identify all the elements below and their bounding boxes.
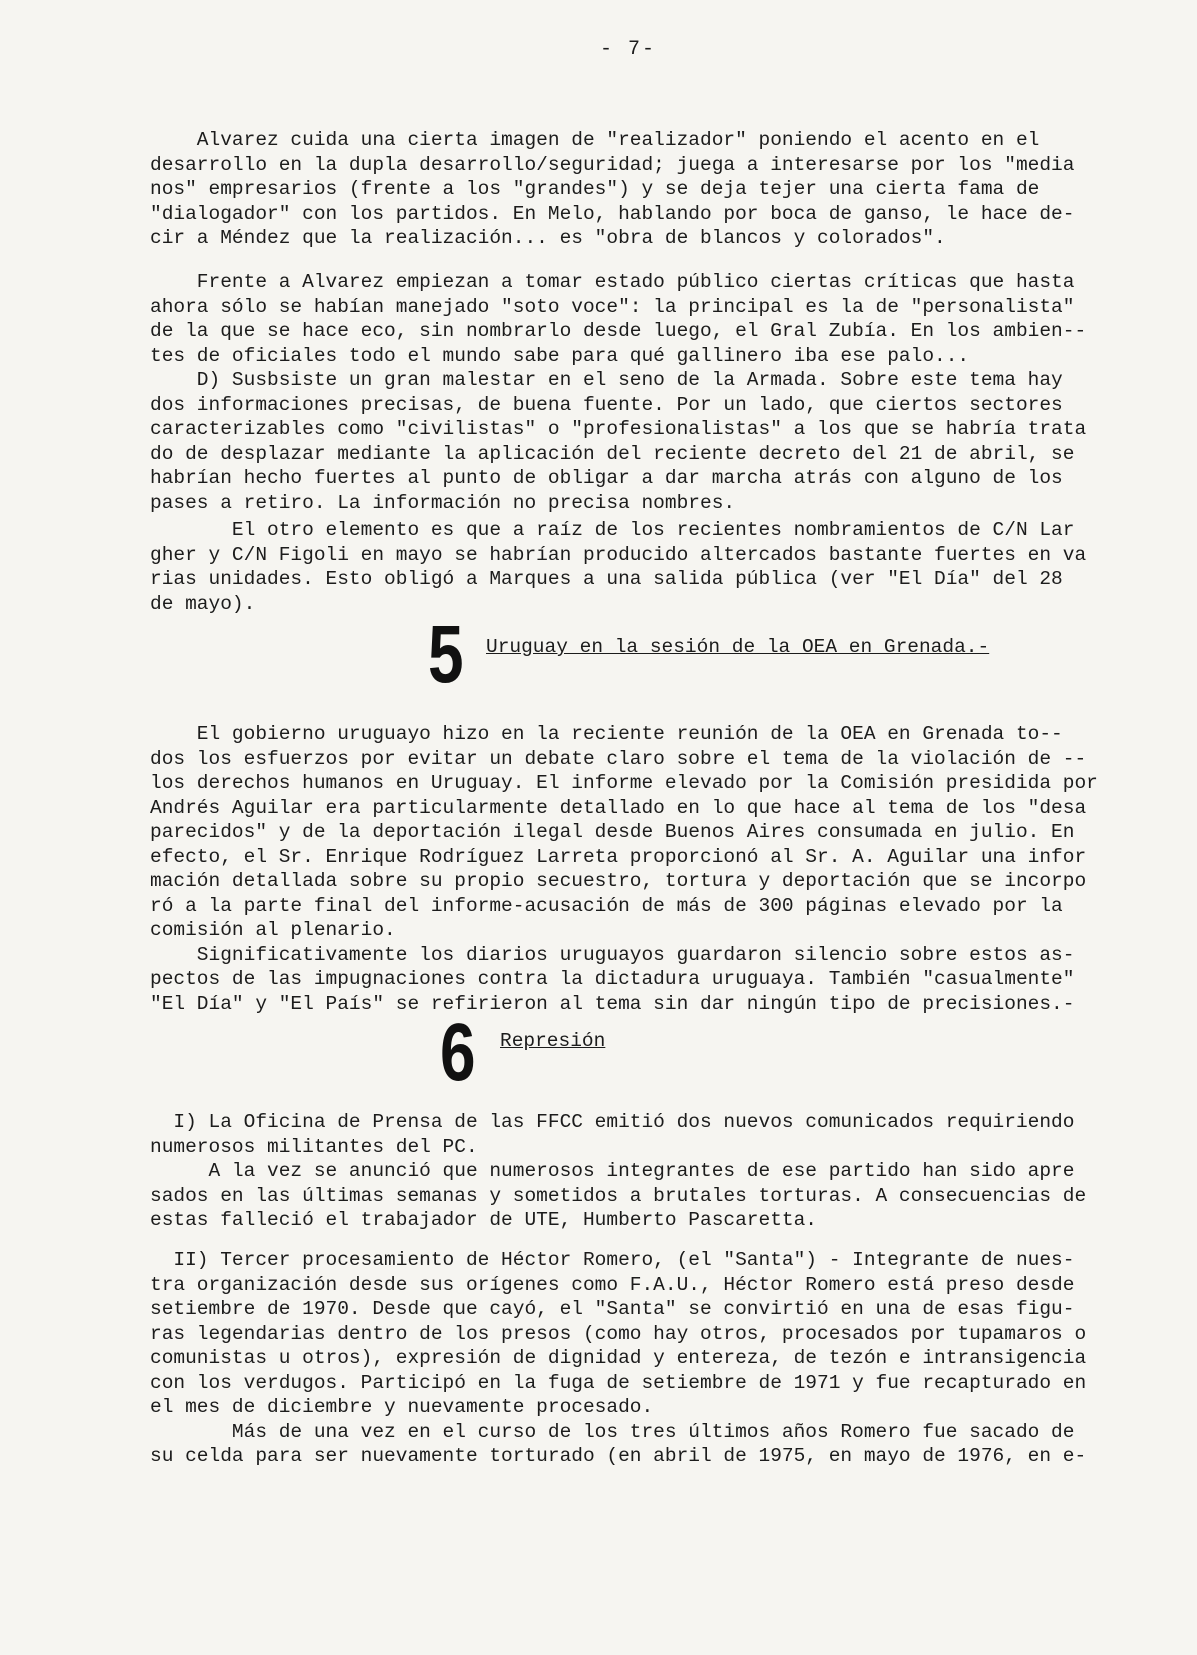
- paragraph-represion-i: [150, 1110, 1140, 1233]
- text-line: comunistas u otros), expresión de dignidad y entereza, de tezón e intransigencia: [150, 1347, 1087, 1369]
- text-line: Alvarez cuida una cierta imagen de "realizador" poniendo el acento en el: [150, 129, 1040, 151]
- text-line: D) Susbsiste un gran malestar en el seno de la Armada. Sobre este tema hay: [150, 369, 1063, 391]
- text-line: tes de oficiales todo el mundo sabe para qué gallinero iba ese palo...: [150, 344, 970, 367]
- text-line: setiembre de 1970. Desde que cayó, el "Santa" se convirtió en una de esas figu-: [150, 1298, 1075, 1320]
- text-line: Más de una vez en el curso de los tres últimos años Romero fue sacado de: [150, 1420, 1075, 1443]
- text-line: Andrés Aguilar era particularmente detallado en lo que hace al tema de los "desa: [150, 796, 1087, 819]
- text-line: estas falleció el trabajador de UTE, Humberto Pascaretta.: [150, 1209, 818, 1231]
- text-line: mación detallada sobre su propio secuestro, tortura y deportación que se incorpo: [150, 870, 1087, 892]
- text-line: cir a Méndez que la realización... es "obra de blancos y colorados".: [150, 227, 946, 249]
- text-line: sados en las últimas semanas y sometidos a brutales torturas. A consecuencias de: [150, 1184, 1087, 1207]
- text-line: ahora sólo se habían manejado "soto voce": la principal es la de "personalista": [150, 295, 1075, 318]
- paragraph-armada: [150, 368, 1140, 515]
- text-line: comisión al plenario.: [150, 919, 396, 941]
- text-line: "dialogador" con los partidos. En Melo, hablando por boca de ganso, le hace de-: [150, 202, 1075, 225]
- text-line: nos" empresarios (frente a los "grandes") y se deja tejer una cierta fama de: [150, 178, 1040, 200]
- text-line: con los verdugos. Participó en la fuga de setiembre de 1971 y fue recapturado en: [150, 1371, 1087, 1394]
- text-line: Frente a Alvarez empiezan a tomar estado público ciertas críticas que hasta: [150, 271, 1075, 293]
- section-title: Represión: [500, 1030, 606, 1052]
- section-number: 6: [440, 1007, 476, 1098]
- text-line: parecidos" y de la deportación ilegal desde Buenos Aires consumada en julio. En: [150, 821, 1075, 843]
- text-line: tra organización desde sus orígenes como F.A.U., Héctor Romero está preso desde: [150, 1273, 1075, 1296]
- text-line: su celda para ser nuevamente torturado (en abril de 1975, en mayo de 1976, en e-: [150, 1445, 1087, 1467]
- text-line: de la que se hace eco, sin nombrarlo desde luego, el Gral Zubía. En los ambien--: [150, 320, 1087, 342]
- text-line: Significativamente los diarios uruguayos guardaron silencio sobre estos as-: [150, 943, 1075, 966]
- text-line: II) Tercer procesamiento de Héctor Romero, (el "Santa") - Integrante de nues-: [150, 1249, 1075, 1271]
- text-line: El otro elemento es que a raíz de los recientes nombramientos de C/N Lar: [150, 519, 1075, 541]
- text-line: el mes de diciembre y nuevamente procesado.: [150, 1396, 654, 1418]
- paragraph-alvarez-criticism: [150, 270, 1140, 368]
- text-line: dos informaciones precisas, de buena fuente. Por un lado, que ciertos sectores: [150, 393, 1063, 416]
- text-line: ró a la parte final del informe-acusación de más de 300 páginas elevado por la: [150, 894, 1063, 917]
- paragraph-alvarez-image: [150, 128, 1140, 251]
- text-line: "El Día" y "El País" se refirieron al tema sin dar ningún tipo de precisiones.-: [150, 992, 1075, 1015]
- text-line: pectos de las impugnaciones contra la dictadura uruguaya. También "casualmente": [150, 968, 1075, 990]
- text-line: dos los esfuerzos por evitar un debate claro sobre el tema de la violación de --: [150, 747, 1087, 770]
- text-line: I) La Oficina de Prensa de las FFCC emitió dos nuevos comunicados requiriendo: [150, 1111, 1075, 1133]
- text-line: numerosos militantes del PC.: [150, 1135, 478, 1158]
- text-line: de mayo).: [150, 592, 256, 615]
- text-line: A la vez se anunció que numerosos integrantes de ese partido han sido apre: [150, 1160, 1075, 1182]
- text-line: caracterizables como "civilistas" o "profesionalistas" a los que se habría trata: [150, 418, 1087, 440]
- paragraph-nombramientos: [150, 518, 1140, 616]
- text-line: habrían hecho fuertes al punto de obligar a dar marcha atrás con alguno de los: [150, 467, 1063, 489]
- text-line: do de desplazar mediante la aplicación del reciente decreto del 21 de abril, se: [150, 442, 1075, 465]
- page-number: - 7-: [600, 38, 657, 61]
- text-line: los derechos humanos en Uruguay. El informe elevado por la Comisión presidida por: [150, 772, 1098, 794]
- section-title: Uruguay en la sesión de la OEA en Grenada.-: [486, 636, 990, 658]
- text-line: gher y C/N Figoli en mayo se habrían producido altercados bastante fuertes en va: [150, 543, 1087, 566]
- text-line: El gobierno uruguayo hizo en la reciente reunión de la OEA en Grenada to--: [150, 723, 1063, 745]
- text-line: pases a retiro. La información no precisa nombres.: [150, 491, 736, 514]
- text-line: desarrollo en la dupla desarrollo/seguridad; juega a interesarse por los "media: [150, 153, 1075, 176]
- section-number: 5: [428, 609, 464, 700]
- text-line: rias unidades. Esto obligó a Marques a una salida pública (ver "El Día" del 28: [150, 568, 1063, 590]
- paragraph-represion-ii: [150, 1248, 1140, 1469]
- paragraph-oea-grenada: [150, 722, 1140, 1016]
- text-line: efecto, el Sr. Enrique Rodríguez Larreta proporcionó al Sr. A. Aguilar una infor: [150, 845, 1087, 868]
- text-line: ras legendarias dentro de los presos (como hay otros, procesados por tupamaros o: [150, 1322, 1087, 1345]
